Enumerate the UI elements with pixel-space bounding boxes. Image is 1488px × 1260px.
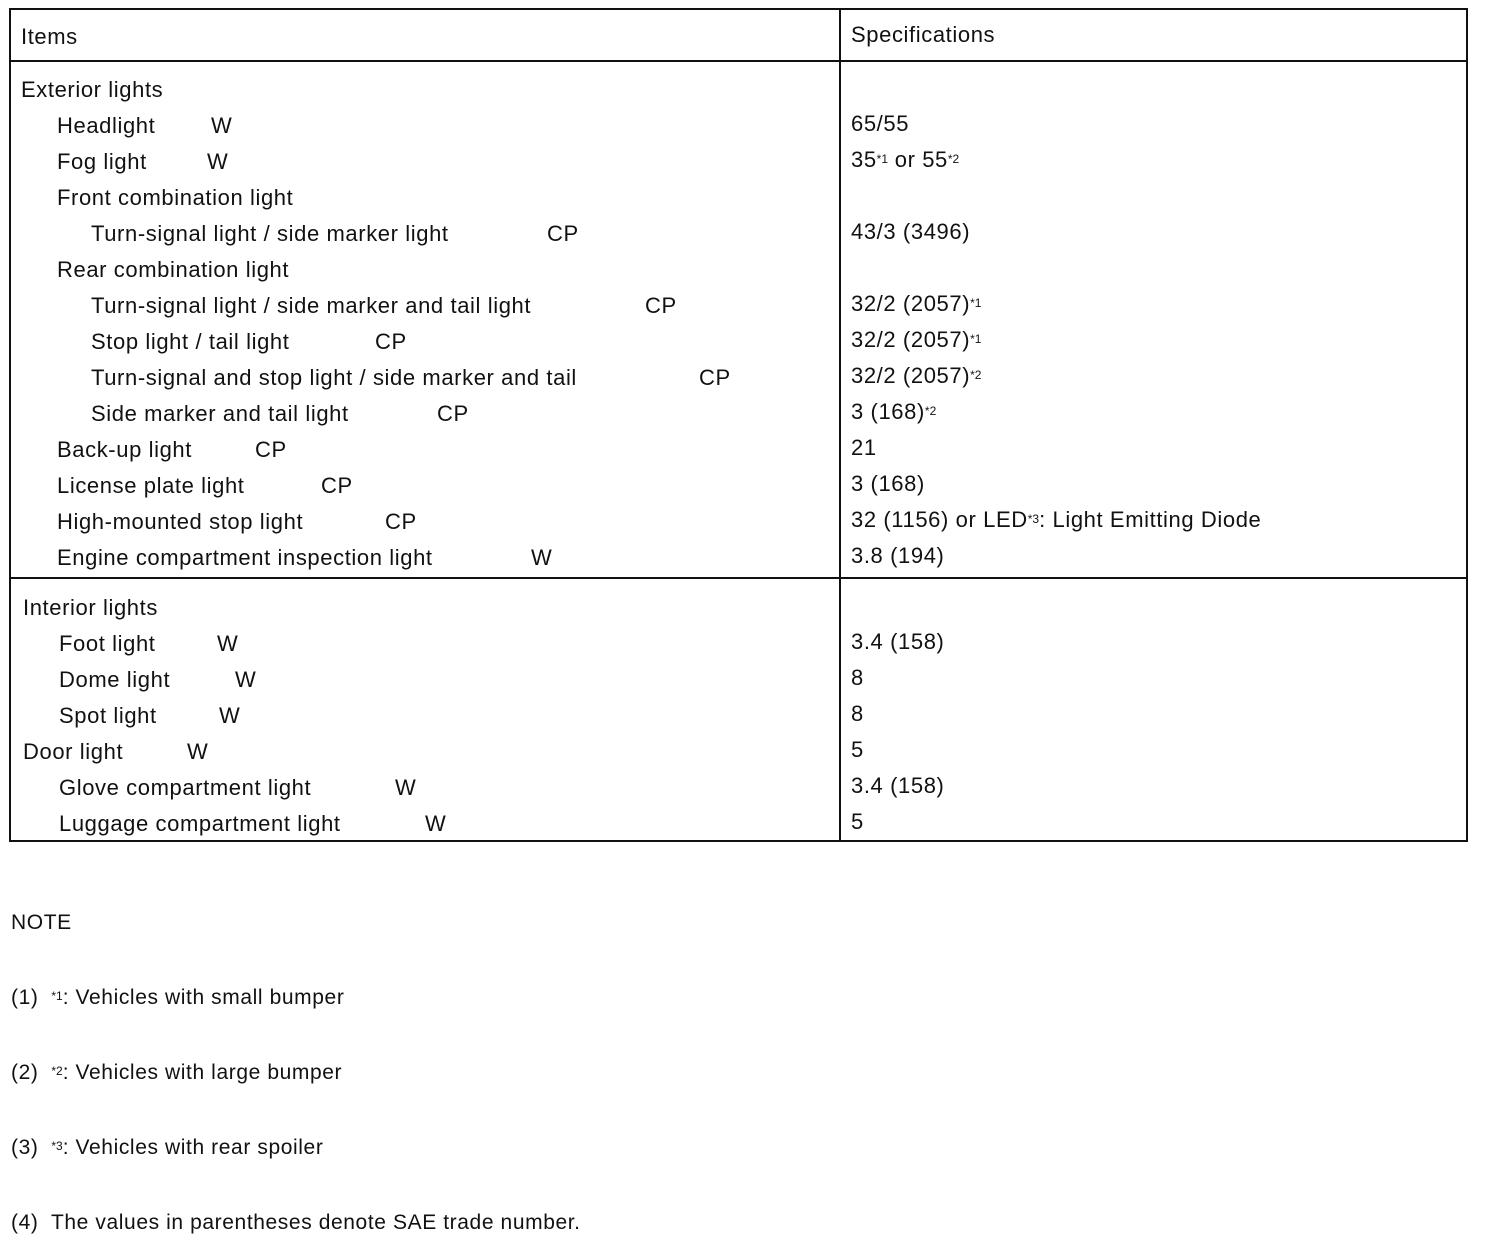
- light-bulb-spec-table: [9, 8, 1468, 842]
- spec-value: 32/2 $(2057)^{*2}$: [851, 363, 982, 388]
- bulb-type: W: [187, 739, 209, 764]
- bulb-type: CP: [547, 221, 579, 246]
- note-line: (4) The values in parentheses denote SAE trade number.: [11, 1211, 581, 1234]
- item-label: Foot light: [59, 631, 156, 656]
- spec-value: 5: [851, 809, 864, 834]
- item-label: Glove compartment light: [59, 775, 312, 800]
- notes-section: [11, 860, 581, 1260]
- footnote-marker: *2: [947, 152, 960, 166]
- item-label: Door light: [23, 739, 124, 764]
- item-label: License plate light: [57, 473, 245, 498]
- spec-value: 3 $(168)^{*2}$: [851, 399, 937, 424]
- spec-value: 32/2 $(2057)^{*1}$: [851, 327, 982, 352]
- footnote-marker: *1: [51, 989, 63, 1003]
- item-group-label: Rear combination light: [57, 257, 290, 282]
- item-label: Engine compartment inspection light: [57, 545, 433, 570]
- spec-value: 8: [851, 665, 864, 690]
- bulb-type: CP: [385, 509, 417, 534]
- note-line: (1) $^{*1}$: Vehicles with small bumper: [11, 986, 345, 1009]
- item-label: Fog light: [57, 149, 147, 174]
- spec-value: 3.4 (158): [851, 773, 945, 798]
- bulb-type: W: [531, 545, 553, 570]
- bulb-type: W: [425, 811, 447, 836]
- notes-title: NOTE: [11, 911, 72, 934]
- item-label: Turn-signal and stop light / side marker and tail: [91, 365, 577, 390]
- footnote-marker: *3: [51, 1139, 63, 1153]
- spec-value: 3.8 (194): [851, 543, 945, 568]
- footnote-marker: *1: [970, 332, 982, 346]
- spec-value: 21: [851, 435, 877, 460]
- footnote-marker: *2: [970, 368, 982, 382]
- bulb-type: W: [211, 113, 233, 138]
- bulb-type: CP: [375, 329, 407, 354]
- bulb-type: CP: [699, 365, 731, 390]
- section-label-interior: Interior lights: [23, 595, 158, 620]
- spec-value: 3 (168): [851, 471, 925, 496]
- bulb-type: W: [235, 667, 257, 692]
- bulb-type: W: [217, 631, 239, 656]
- footnote-marker: *2: [51, 1064, 63, 1078]
- footnote-marker: *1: [876, 152, 889, 166]
- note-line: (2) $^{*2}$: Vehicles with large bumper: [11, 1061, 343, 1084]
- footnote-marker: *1: [970, 296, 982, 310]
- spec-value: 5: [851, 737, 864, 762]
- spec-value: 32 (1156) or LED$^{*3}$: Light Emitting Diode: [851, 507, 1262, 532]
- item-group-label: Front combination light: [57, 185, 294, 210]
- footnote-marker: *2: [924, 404, 937, 418]
- bulb-type: CP: [437, 401, 469, 426]
- bulb-type: W: [219, 703, 241, 728]
- footnote-marker: *3: [1027, 512, 1040, 526]
- bulb-type: W: [207, 149, 229, 174]
- spec-value: 65/55: [851, 111, 910, 136]
- item-label: Headlight: [57, 113, 156, 138]
- item-label: Luggage compartment light: [59, 811, 341, 836]
- spec-value: 3.4 (158): [851, 629, 945, 654]
- note-line: (3) $^{*3}$: Vehicles with rear spoiler: [11, 1136, 324, 1159]
- bulb-type: W: [395, 775, 417, 800]
- item-label: Dome light: [59, 667, 171, 692]
- item-label: Spot light: [59, 703, 157, 728]
- bulb-type: CP: [321, 473, 353, 498]
- spec-value: 8: [851, 701, 864, 726]
- item-label: Turn-signal light / side marker and tail light: [91, 293, 532, 318]
- section-label-exterior: Exterior lights: [21, 77, 164, 102]
- header-specifications: Specifications: [851, 22, 996, 47]
- item-label: Side marker and tail light: [91, 401, 349, 426]
- spec-value: 43/3 (3496): [851, 219, 971, 244]
- bulb-type: CP: [645, 293, 677, 318]
- spec-value: 35$^{*1}$ or 55$^{*2}$: [851, 147, 960, 172]
- header-items: Items: [21, 24, 78, 49]
- bulb-type: CP: [255, 437, 287, 462]
- item-label: Stop light / tail light: [91, 329, 290, 354]
- spec-value: 32/2 $(2057)^{*1}$: [851, 291, 982, 316]
- column-divider: [839, 10, 841, 840]
- section-divider: [11, 577, 1466, 579]
- item-label: Back-up light: [57, 437, 192, 462]
- item-label: High-mounted stop light: [57, 509, 304, 534]
- item-label: Turn-signal light / side marker light: [91, 221, 449, 246]
- table-header-row: [11, 10, 1466, 62]
